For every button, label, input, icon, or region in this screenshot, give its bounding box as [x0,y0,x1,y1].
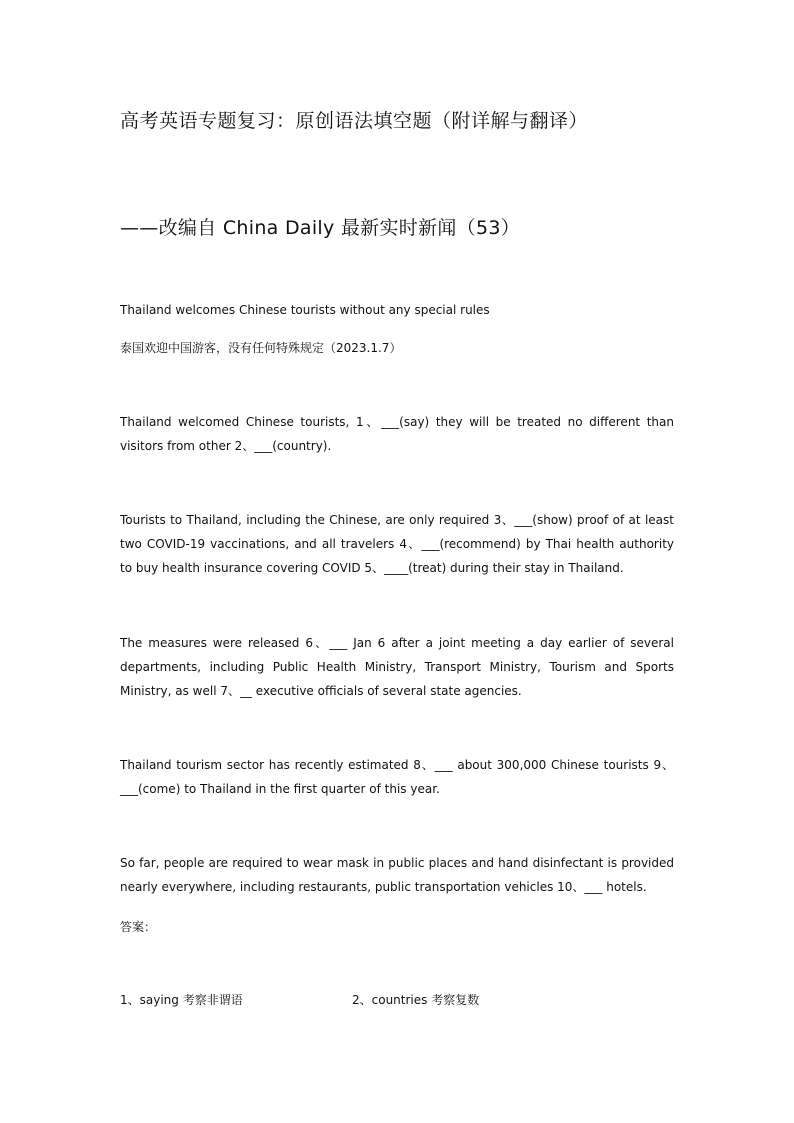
answer-item-2: 2、countries 考察复数 [352,993,480,1007]
paragraph-5: So far, people are required to wear mask in public places and hand disinfectant is provided nearly everywhere, including restaurants, public transportation vehicles 10、___ hotels. [120,856,674,894]
paragraph-1: Thailand welcomed Chinese tourists, 1、___(say) they will be treated no different than visitors from other 2、___(country). [120,415,674,453]
document-subtitle: ——改编自 China Daily 最新实时新闻（53） [120,217,521,239]
paragraph-4: Thailand tourism sector has recently estimated 8、___ about 300,000 Chinese tourists 9、___(come) to Thailand in the first quarter of this year. [120,758,674,796]
paragraph-2: Tourists to Thailand, including the Chinese, are only required 3、___(show) proof of at least two COVID-19 vaccinations, and all travelers 4、___(recommend) by Thai health authority to buy health insurance covering COVID 5、____(treat) during their stay in Thailand. [120,513,674,575]
paragraph-3: The measures were released 6、___ Jan 6 after a joint meeting a day earlier of several departments, including Public Health Ministry, Transport Ministry, Tourism and Sports Ministry, as well 7、__ executive officials of several state agencies. [120,636,674,698]
document-title: 高考英语专题复习：原创语法填空题（附详解与翻译） [120,110,589,132]
answer-item-1: 1、saying 考察非谓语 [120,993,243,1007]
headline-chinese: 泰国欢迎中国游客，没有任何特殊规定（2023.1.7） [120,341,402,355]
answer-label: 答案： [120,920,157,934]
headline-english: Thailand welcomes Chinese tourists without any special rules [120,303,490,317]
